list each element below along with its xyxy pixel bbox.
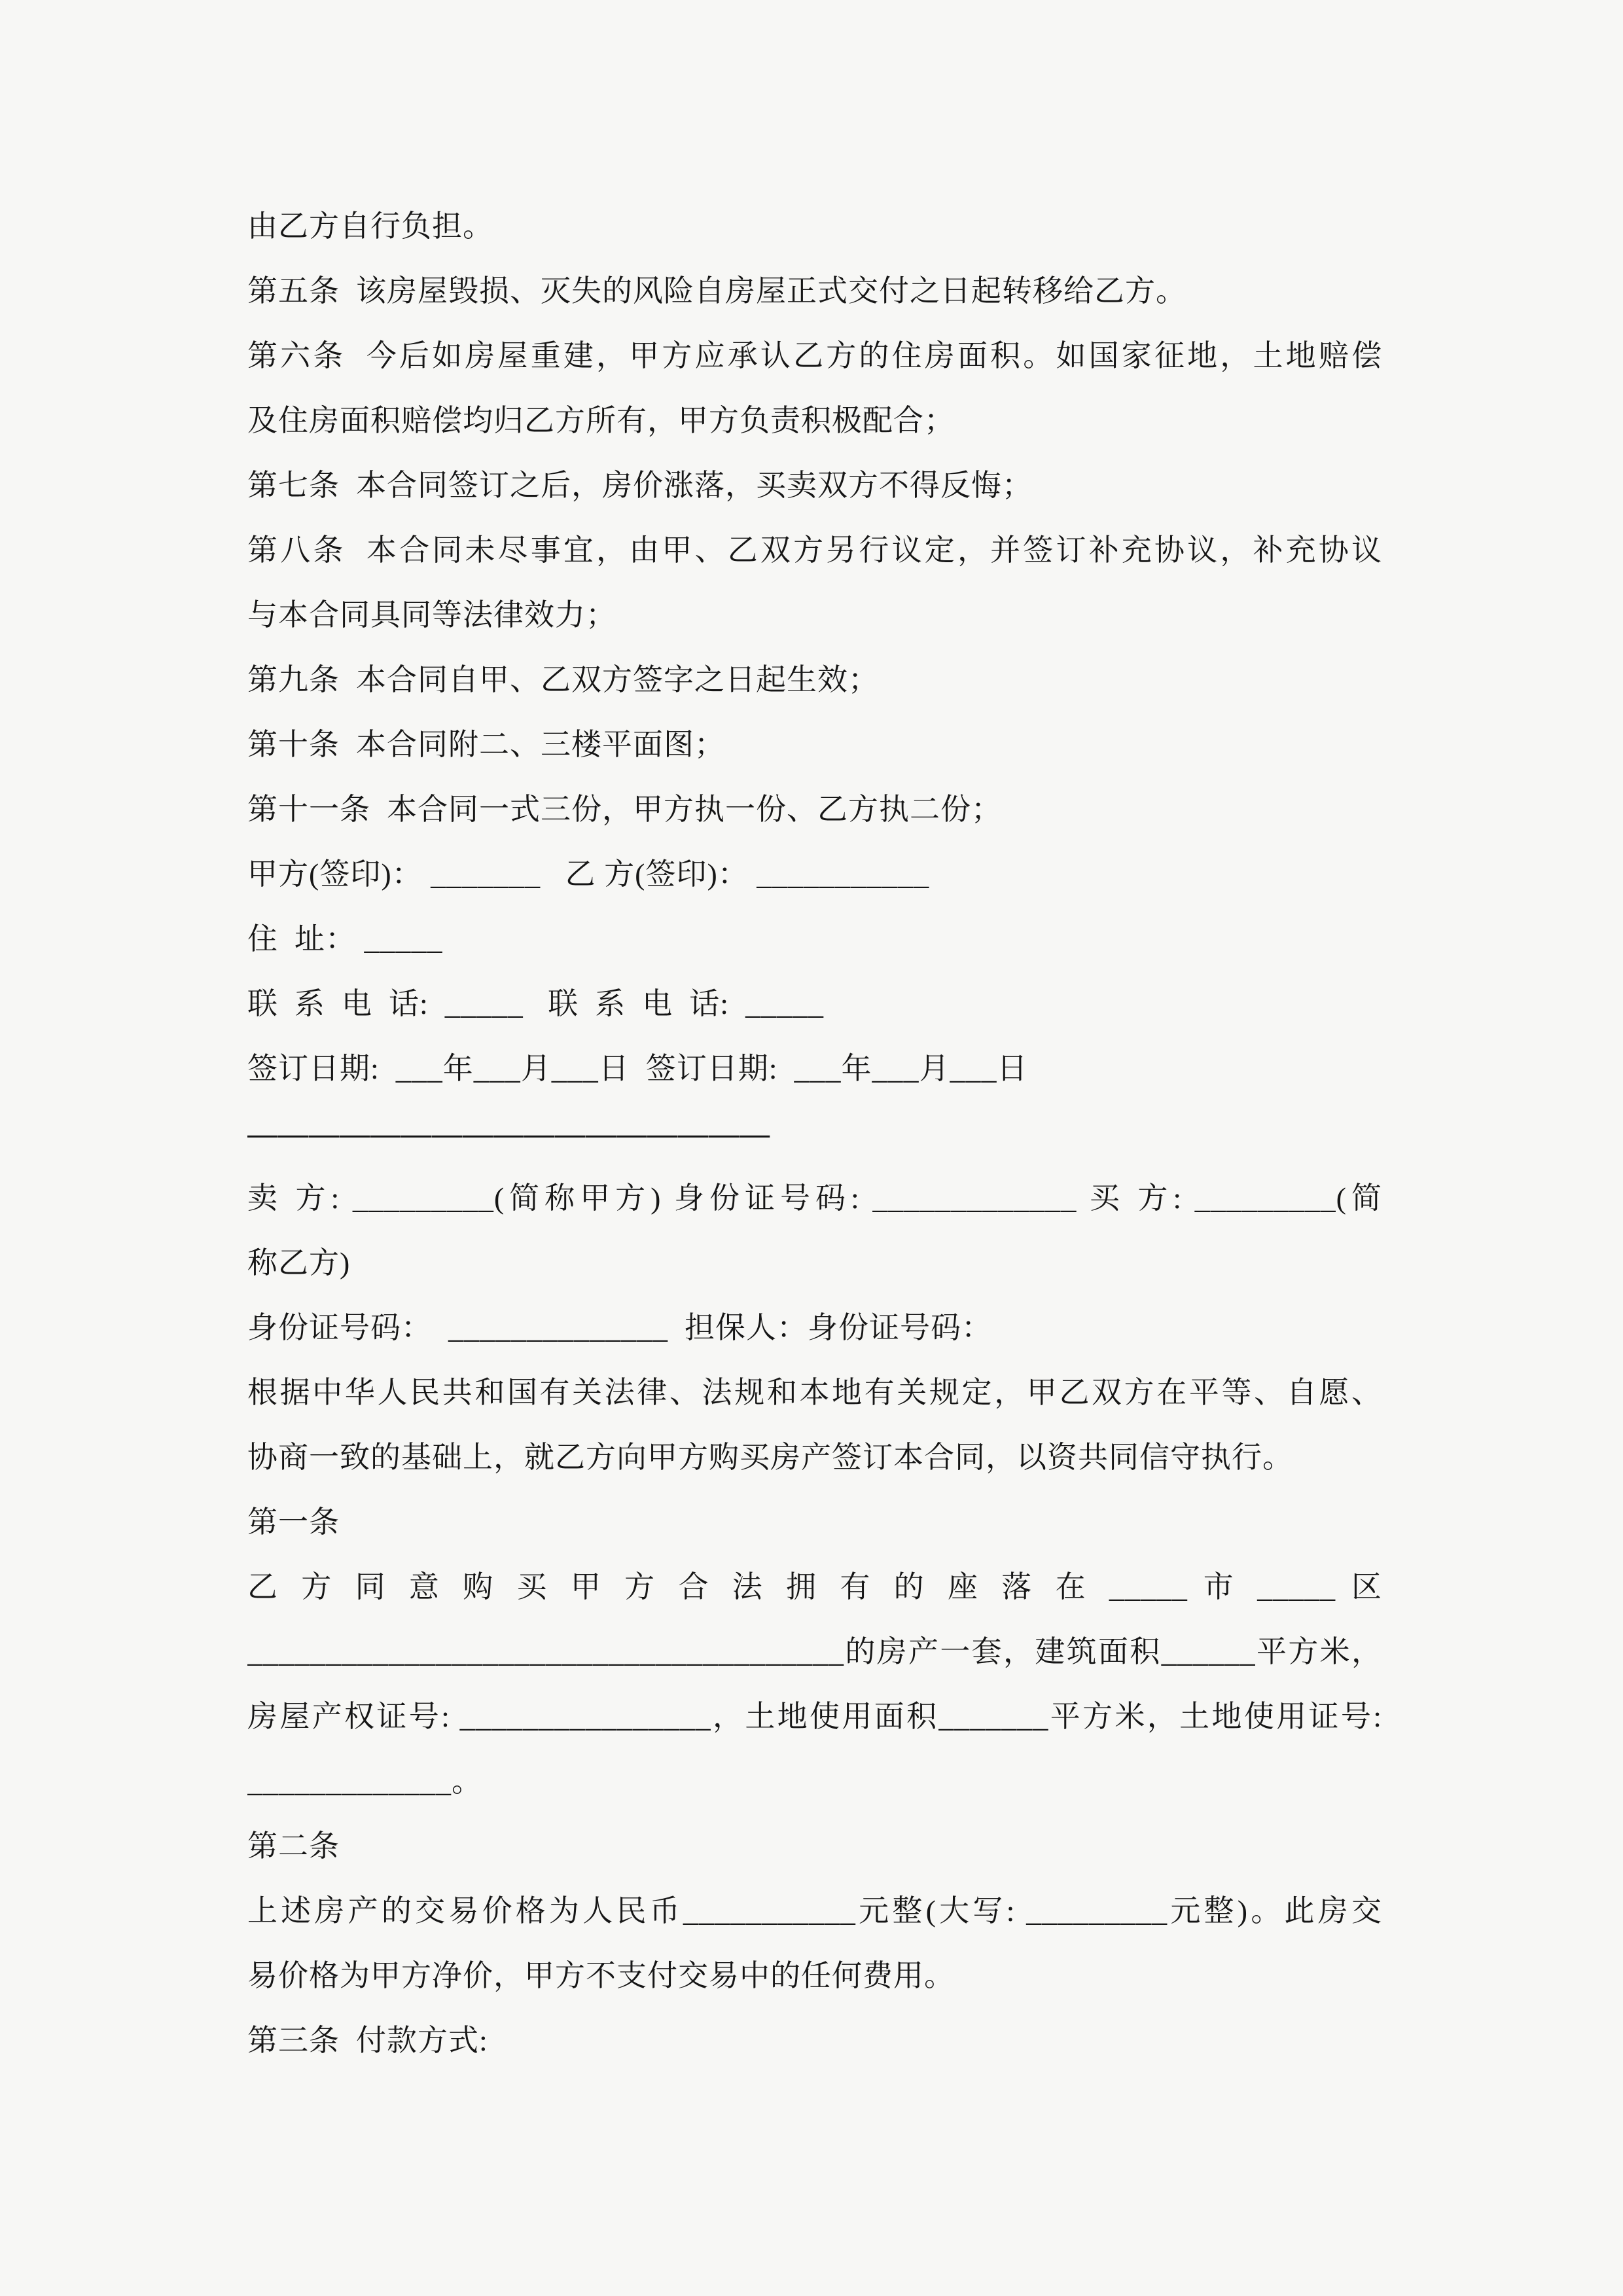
document-line-26: 第二条 (247, 1829, 340, 1863)
document-line-27: 上述房产的交易价格为人民币___________元整(大写: _________元整)。此房交 (247, 1894, 1382, 1928)
document-line-10: 第十一条 本合同一式三份，甲方执一份、乙方执二份； (247, 793, 1002, 826)
document-line-11: 甲方(签印)： _______ 乙 方(签印)： ___________ (247, 857, 930, 891)
document-line-1: 由乙方自行负担。 (247, 209, 493, 243)
document-line-13: 联 系 电 话: _____ 联 系 电 话: _____ (247, 987, 825, 1020)
document-line-22: 乙 方 同 意 购 买 甲 方 合 法 拥 有 的 座 落 在 _____ 市 _____ 区 (247, 1570, 1382, 1604)
document-line-29: 第三条 付款方式: (247, 2024, 488, 2057)
document-line-18: 身份证号码： ______________ 担保人：身份证号码： (247, 1311, 992, 1344)
document-line-12: 住 址： _____ (247, 922, 443, 956)
document-line-23: ______________________________________的房产一套，建筑面积______平方米， (247, 1635, 1382, 1668)
document-line-25: _____________。 (247, 1765, 482, 1798)
document-line-20: 协商一致的基础上，就乙方向甲方购买房产签订本合同，以资共同信守执行。 (247, 1441, 1293, 1474)
document-line-5: 第七条 本合同签订之后，房价涨落，买卖双方不得反悔； (247, 469, 1033, 502)
document-line-3: 第六条 今后如房屋重建，甲方应承认乙方的住房面积。如国家征地，土地赔偿 (247, 339, 1382, 372)
document-line-24: 房屋产权证号: ________________，土地使用面积_______平方米，土地使用证号: (247, 1700, 1382, 1733)
document-line-2: 第五条 该房屋毁损、灭失的风险自房屋正式交付之日起转移给乙方。 (247, 274, 1186, 308)
document-line-14: 签订日期: ___年___月___日 签订日期: ___年___月___日 (247, 1052, 1028, 1085)
document-line-19: 根据中华人民共和国有关法律、法规和本地有关规定，甲乙双方在平等、自愿、 (247, 1376, 1382, 1409)
document-line-9: 第十条 本合同附二、三楼平面图； (247, 728, 725, 761)
document-line-21: 第一条 (247, 1505, 340, 1539)
contract-document-body (247, 194, 1382, 2073)
document-line-15: ————————————————— (247, 1117, 770, 1150)
document-line-16: 卖 方: _________(简称甲方) 身份证号码: _____________ 买 方: _________(简 (247, 1181, 1382, 1215)
document-line-8: 第九条 本合同自甲、乙双方签字之日起生效； (247, 663, 879, 696)
document-line-17: 称乙方) (247, 1246, 351, 1280)
document-line-28: 易价格为甲方净价，甲方不支付交易中的任何费用。 (247, 1959, 955, 1992)
document-line-7: 与本合同具同等法律效力； (247, 598, 616, 632)
document-line-4: 及住房面积赔偿均归乙方所有，甲方负责积极配合； (247, 404, 955, 437)
document-line-6: 第八条 本合同未尽事宜，由甲、乙双方另行议定，并签订补充协议，补充协议 (247, 533, 1382, 567)
